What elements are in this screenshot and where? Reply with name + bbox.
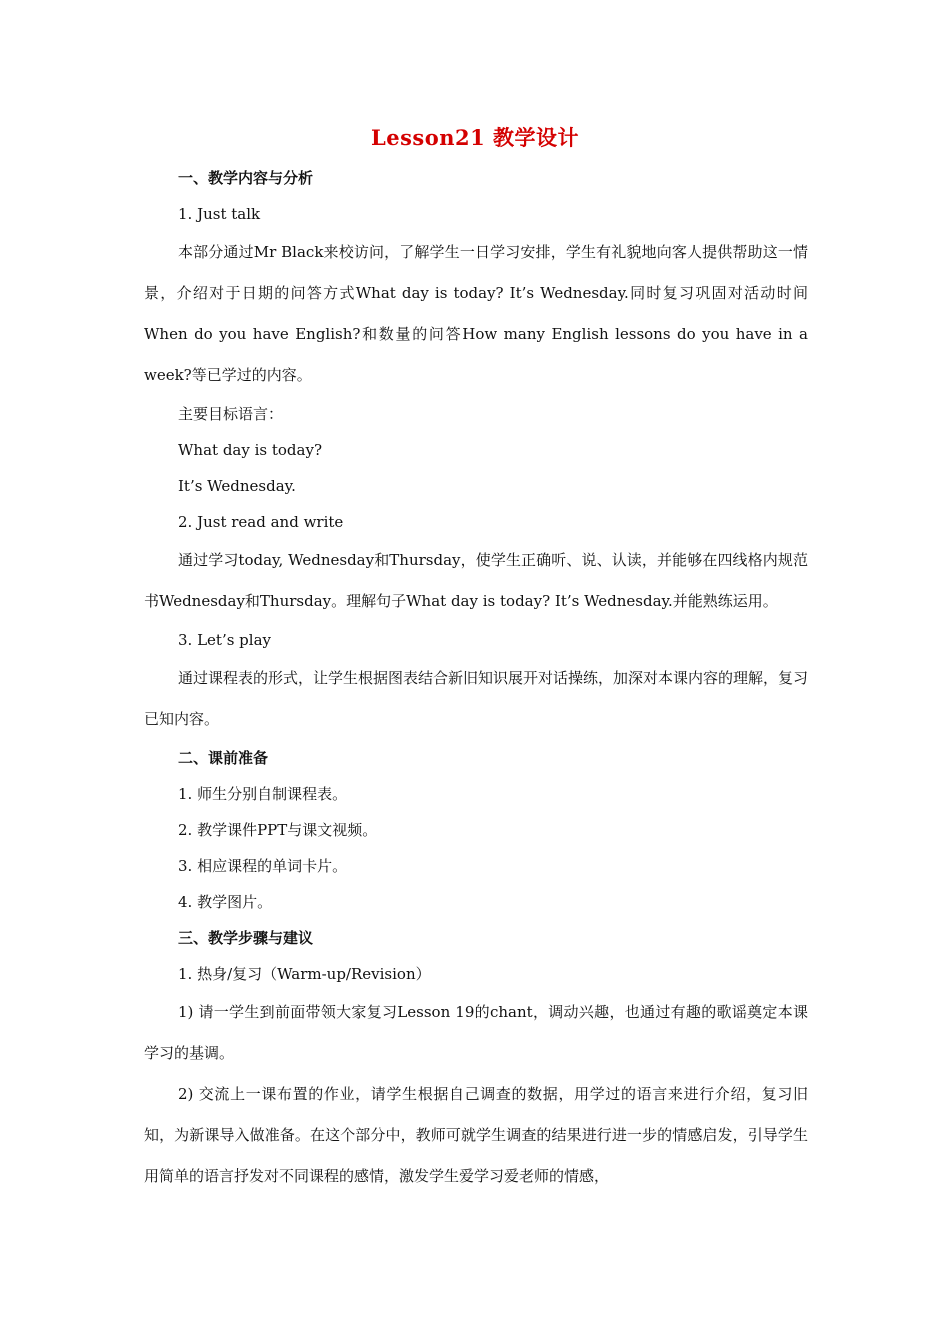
text-line: 主要目标语言：: [178, 405, 284, 423]
paragraph: 2) 交流上一课布置的作业，请学生根据自己调查的数据，用学过的语言来进行介绍，复习旧知，为新课导入做准备。在这个部分中，教师可就学生调查的结果进行进一步的情感启发，引导学生用简单的语言抒发对不同课程的感情，激发学生爱学习爱老师的情感，: [144, 1085, 808, 1185]
subsection-title: 3. Let’s play: [178, 631, 271, 649]
document-title: Lesson21 教学设计: [370, 125, 580, 150]
subsection-title: 1. 热身/复习（Warm-up/Revision）: [178, 965, 431, 983]
section-heading: 三、教学步骤与建议: [178, 929, 314, 947]
list-item: 1. 师生分别自制课程表。: [178, 785, 348, 803]
paragraph: 本部分通过Mr Black来校访问，了解学生一日学习安排，学生有礼貌地向客人提供帮助这一情景，介绍对于日期的问答方式What day is today? It’s Wednesday.同时复习巩固对活动时间When do you have English?和数量的问答How many English lessons do you have in a week?等已学过的内容。: [144, 243, 808, 384]
paragraph: 1) 请一学生到前面带领大家复习Lesson 19的chant，调动兴趣，也通过有趣的歌谣奠定本课学习的基调。: [144, 1003, 808, 1062]
paragraph: 通过课程表的形式，让学生根据图表结合新旧知识展开对话操练，加深对本课内容的理解，复习已知内容。: [144, 669, 809, 728]
text-line: What day is today?: [178, 441, 322, 459]
text-line: It’s Wednesday.: [178, 477, 296, 495]
paragraph: 通过学习today, Wednesday和Thursday，使学生正确听、说、认读，并能够在四线格内规范书Wednesday和Thursday。理解句子What day is today? It’s Wednesday.并能熟练运用。: [144, 551, 808, 610]
subsection-title: 2. Just read and write: [178, 513, 344, 531]
section-heading: 二、课前准备: [178, 749, 269, 767]
subsection-title: 1. Just talk: [178, 205, 261, 223]
list-item: 3. 相应课程的单词卡片。: [178, 857, 348, 875]
document-body: [144, 160, 808, 1197]
list-item: 2. 教学课件PPT与课文视频。: [178, 821, 378, 839]
list-item: 4. 教学图片。: [178, 893, 273, 911]
section-heading: 一、教学内容与分析: [178, 169, 314, 187]
